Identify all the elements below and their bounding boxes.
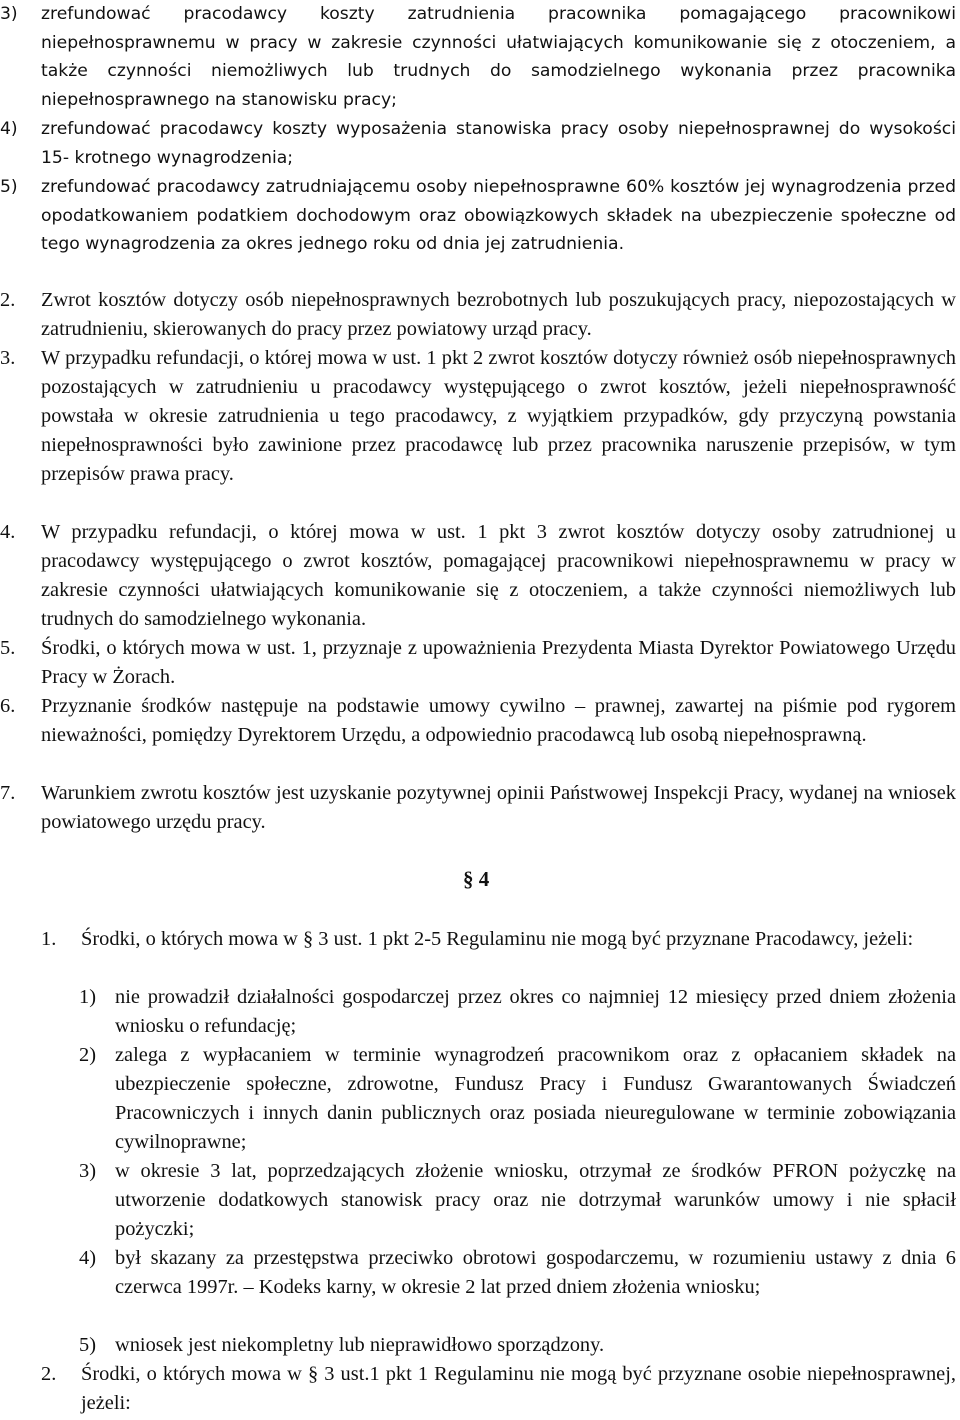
list-item-number: 3) <box>0 4 18 24</box>
point-text: Zwrot kosztów dotyczy osób niepełnosprawnych bezrobotnych lub poszukujących pracy, niepozostających w zatrudnieniu, skierowanych do pracy przez powiatowy urząd pracy. <box>41 289 956 340</box>
sub-point-number: 5) <box>79 1334 96 1356</box>
point-number: 1. <box>41 928 57 950</box>
list-item-text: zrefundować pracodawcy koszty wyposażenia stanowiska pracy osoby niepełnosprawnej do wysokości 15- krotnego wynagrodzenia; <box>41 119 956 168</box>
section-point <box>41 1360 956 1418</box>
sub-point-text: w okresie 3 lat, poprzedzających złożenie wniosku, otrzymał ze środków PFRON pożyczkę na utworzenie dodatkowych stanowisk pracy oraz nie dotrzymał warunków umowy i nie spłacił pożyczki; <box>115 1160 956 1240</box>
numbered-point <box>0 634 956 692</box>
list-item <box>0 173 956 259</box>
sub-point-number: 1) <box>79 986 96 1008</box>
point-text: Środki, o których mowa w § 3 ust.1 pkt 1 Regulaminu nie mogą być przyznane osobie niepełnosprawnej, jeżeli: <box>81 1363 956 1414</box>
section-heading: § 4 <box>463 867 490 891</box>
point-number: 6. <box>0 695 16 717</box>
sub-point <box>79 1157 956 1244</box>
sub-point <box>79 1041 956 1157</box>
sub-point-number: 4) <box>79 1247 96 1269</box>
point-text: W przypadku refundacji, o której mowa w ust. 1 pkt 3 zwrot kosztów dotyczy osoby zatrudnionej u pracodawcy występującego o zwrot kosztów, pomagającej pracownikowi niepełnosprawnemu w pracy w zakresie czynności ułatwiających komunikowanie się z otoczeniem, a także czynności niemożliwych lub trudnych do samodzielnego wykonania. <box>41 521 956 630</box>
numbered-point <box>0 286 956 344</box>
sub-point-number: 2) <box>79 1044 96 1066</box>
point-text: Środki, o których mowa w § 3 ust. 1 pkt 2-5 Regulaminu nie mogą być przyznane Pracodawcy, jeżeli: <box>81 928 914 950</box>
point-text: Środki, o których mowa w ust. 1, przyznaje z upoważnienia Prezydenta Miasta Dyrektor Powiatowego Urzędu Pracy w Żorach. <box>41 637 956 688</box>
list-item-number: 5) <box>0 177 18 197</box>
numbered-point <box>0 518 956 634</box>
sub-point-text: był skazany za przestępstwa przeciwko obrotowi gospodarczemu, w rozumieniu ustawy z dnia 6 czerwca 1997r. – Kodeks karny, w okresie 2 lat przed dniem złożenia wniosku; <box>115 1247 956 1298</box>
sub-point <box>79 1244 956 1302</box>
sub-point <box>79 983 956 1041</box>
numbered-point <box>0 344 956 489</box>
point-number: 2. <box>41 1363 57 1385</box>
sub-point-number: 3) <box>79 1160 96 1182</box>
list-item <box>0 115 956 172</box>
list-item <box>0 0 956 115</box>
sub-point-text: wniosek jest niekompletny lub nieprawidłowo sporządzony. <box>115 1334 605 1356</box>
point-text: W przypadku refundacji, o której mowa w ust. 1 pkt 2 zwrot kosztów dotyczy również osób niepełnosprawnych pozostających w zatrudnieniu u pracodawcy występującego o zwrot kosztów, jeżeli niepełnosprawność powstała w okresie zatrudnienia u tego pracodawcy, z wyjątkiem przypadków, gdy przyczyną powstania niepełnosprawności było zawinione przez pracodawcę lub przez pracownika naruszenie przepisów, w tym przepisów prawa pracy. <box>41 347 956 485</box>
sub-point <box>79 1331 956 1360</box>
point-number: 3. <box>0 347 16 369</box>
point-text: Przyznanie środków następuje na podstawie umowy cywilno – prawnej, zawartej na piśmie pod rygorem nieważności, pomiędzy Dyrektorem Urzędu, a odpowiednio pracodawcą lub osobą niepełnosprawną. <box>41 695 956 746</box>
numbered-point <box>0 692 956 750</box>
point-number: 7. <box>0 782 16 804</box>
point-number: 4. <box>0 521 16 543</box>
list-item-text: zrefundować pracodawcy zatrudniającemu osoby niepełnosprawne 60% kosztów jej wynagrodzenia przed opodatkowaniem podatkiem dochodowym oraz obowiązkowych składek na ubezpieczenie społeczne od tego wynagrodzenia za okres jednego roku od dnia jej zatrudnienia. <box>41 177 956 255</box>
sub-point-text: zalega z wypłacaniem w terminie wynagrodzeń pracownikom oraz z opłacaniem składek na ubezpieczenie społeczne, zdrowotne, Fundusz Pracy i Fundusz Gwarantowanych Świadczeń Pracowniczych i innych danin publicznych oraz posiada nieuregulowane w terminie zobowiązania cywilnoprawne; <box>115 1044 956 1153</box>
sub-point-text: nie prowadził działalności gospodarczej przez okres co najmniej 12 miesięcy przed dniem złożenia wniosku o refundację; <box>115 986 956 1037</box>
point-number: 5. <box>0 637 16 659</box>
point-text: Warunkiem zwrotu kosztów jest uzyskanie pozytywnej opinii Państwowej Inspekcji Pracy, wydanej na wniosek powiatowego urzędu pracy. <box>41 782 956 833</box>
list-item-number: 4) <box>0 119 18 139</box>
section-point <box>41 925 956 954</box>
numbered-point <box>0 779 956 837</box>
point-number: 2. <box>0 289 16 311</box>
list-item-text: zrefundować pracodawcy koszty zatrudnienia pracownika pomagającego pracownikowi niepełnosprawnemu w pracy w zakresie czynności ułatwiających komunikowanie się z otoczeniem, a także czynności niemożliwych lub trudnych do samodzielnego wykonania przez pracownika niepełnosprawnego na stanowisku pracy; <box>41 4 956 111</box>
